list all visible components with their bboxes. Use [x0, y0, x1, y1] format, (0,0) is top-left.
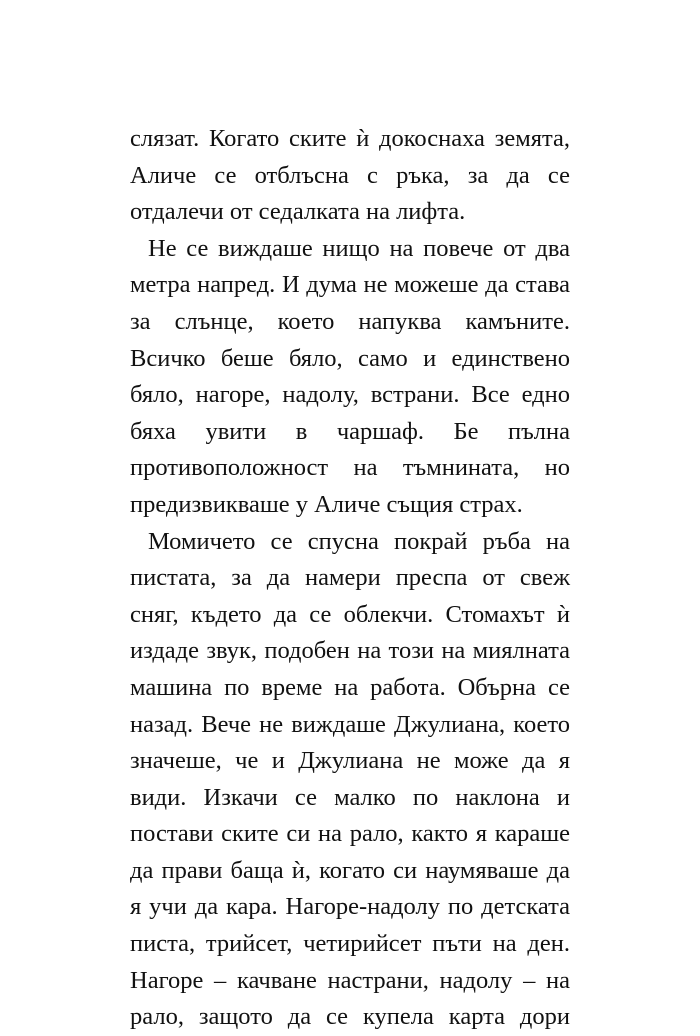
text-line: за слънце, което напуква камъните.	[130, 307, 570, 335]
text-line: издаде звук, подобен на този на миялната	[130, 637, 570, 665]
text-line: назад. Вече не виждаше Джулиана, което	[130, 710, 570, 738]
text-line: бяха увити в чаршаф. Бе пълна	[130, 417, 570, 445]
text-line: значеше, че и Джулиана не може да я	[130, 747, 570, 775]
text-line: машина по време на работа. Обърна се	[130, 673, 570, 701]
text-line: рало, защото да се купела карта дори	[130, 1003, 570, 1031]
text-line: Момичето се спусна покрай ръба на	[148, 527, 570, 555]
body-text	[130, 121, 570, 1036]
text-line: постави ските си на рало, както я караше	[130, 820, 570, 848]
text-line: слязат. Когато ските ѝ докоснаха земята,	[130, 125, 570, 152]
text-line: бяло, нагоре, надолу, встрани. Все едно	[130, 381, 570, 409]
text-line: я учи да кара. Нагоре-надолу по детската	[130, 893, 570, 921]
text-line: метра напред. И дума не можеше да става	[130, 271, 570, 299]
text-line: Всичко беше бяло, само и единствено	[130, 344, 570, 372]
text-line: отдалечи от седалката на лифта.	[130, 198, 466, 226]
text-line: Аличе се отблъсна с ръка, за да се	[130, 161, 570, 189]
text-line: противоположност на тъмнината, но	[130, 454, 570, 482]
text-line: писта, трийсет, четирийсет пъти на ден.	[130, 930, 570, 958]
text-line: предизвикваше у Аличе същия страх.	[130, 490, 523, 518]
text-line: пистата, за да намери преспа от свеж	[130, 564, 570, 592]
text-line: сняг, където да се облекчи. Стомахът ѝ	[130, 600, 570, 628]
text-line: Не се виждаше нищо на повече от два	[148, 234, 570, 262]
text-line: Нагоре – качване настрани, надолу – на	[130, 966, 570, 994]
text-line: види. Изкачи се малко по наклона и	[130, 783, 570, 811]
text-line: да прави баща ѝ, когато си наумяваше да	[130, 856, 570, 884]
